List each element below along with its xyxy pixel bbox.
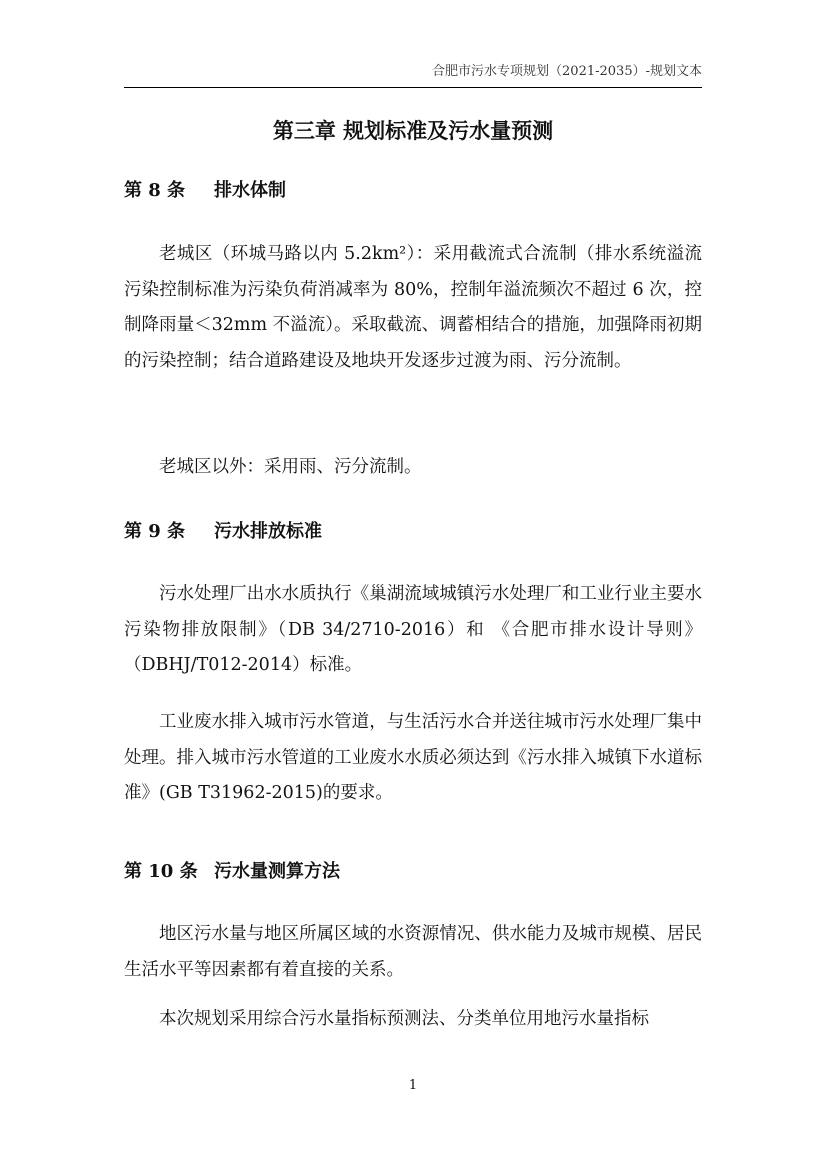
page-number: 1 <box>408 1078 418 1093</box>
article-9-paragraph-1: 污水处理厂出水水质执行《巢湖流域城镇污水处理厂和工业行业主要水污染物排放限制》（DB 34/2710-2016）和 《合肥市排水设计导则》（DBHJ/T012-2014）标准。 <box>124 584 702 675</box>
running-header: 合肥市污水专项规划（2021-2035）-规划文本 <box>432 64 702 79</box>
article-9-heading <box>124 519 322 545</box>
article-8-paragraph-2: 老城区以外：采用雨、污分流制。 <box>159 457 422 477</box>
article-title: 排水体制 <box>214 180 286 201</box>
chapter-title: 第三章 规划标准及污水量预测 <box>272 118 554 143</box>
article-number: 第 10 条 <box>124 861 198 882</box>
article-9-paragraph-2: 工业废水排入城市污水管道，与生活污水合并送往城市污水处理厂集中处理。排入城市污水管道的工业废水水质必须达到《污水排入城镇下水道标准》(GB T31962-2015)的要求。 <box>124 712 702 803</box>
article-number: 第 8 条 <box>124 180 186 201</box>
article-title: 污水量测算方法 <box>214 861 340 882</box>
article-10-paragraph-1: 地区污水量与地区所属区域的水资源情况、供水能力及城市规模、居民生活水平等因素都有着直接的关系。 <box>124 924 702 980</box>
article-8-paragraph-1: 老城区（环城马路以内 5.2km²）：采用截流式合流制（排水系统溢流污染控制标准为污染负荷消减率为 80%，控制年溢流频次不超过 6 次，控制降雨量＜32mm 不溢流）。采取截流、调蓄相结合的措施，加强降雨初期的污染控制；结合道路建设及地块开发逐步过渡为雨、污分流制。 <box>124 244 702 371</box>
article-number: 第 9 条 <box>124 521 186 542</box>
article-title: 污水排放标准 <box>214 521 322 542</box>
header-rule <box>124 87 702 88</box>
article-10-heading <box>124 859 340 885</box>
article-8-heading <box>124 178 286 204</box>
article-10-paragraph-2: 本次规划采用综合污水量指标预测法、分类单位用地污水量指标 <box>159 1009 649 1029</box>
